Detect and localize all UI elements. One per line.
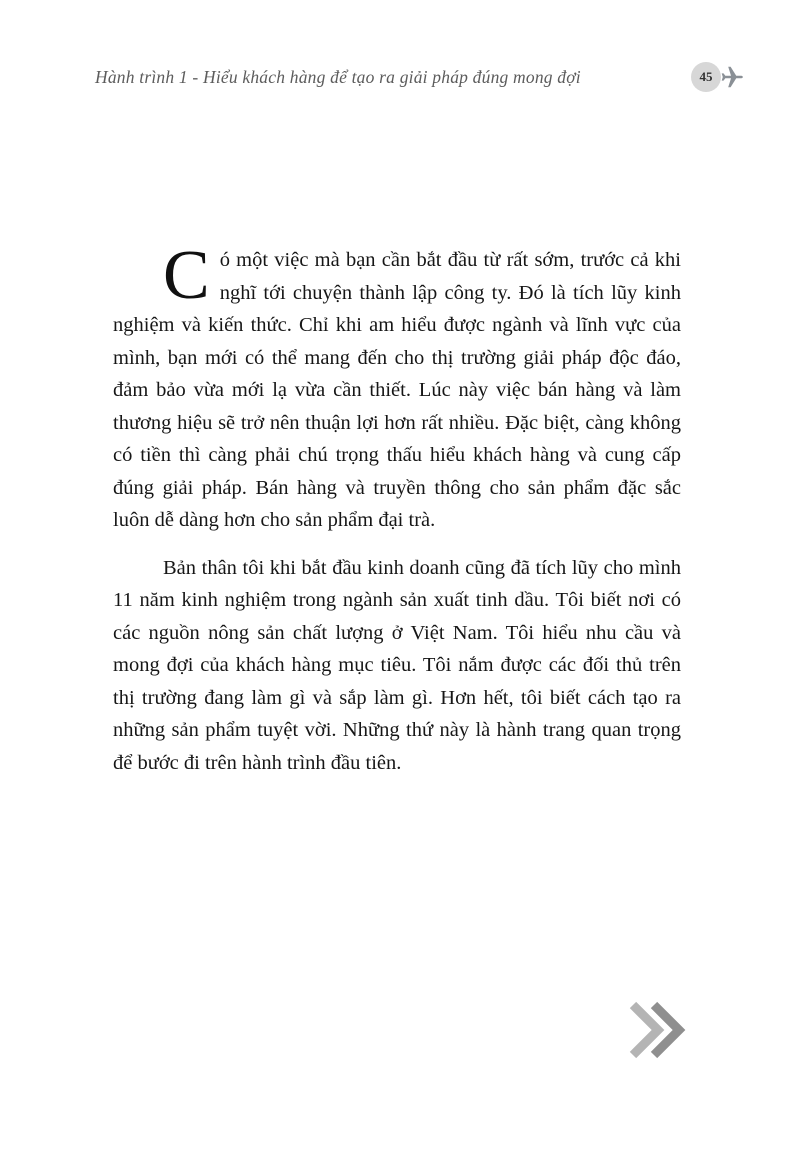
page-header <box>95 62 745 92</box>
page-body <box>113 237 681 794</box>
plane-icon <box>716 61 749 94</box>
chapter-title: Hành trình 1 - Hiểu khách hàng để tạo ra giải pháp đúng mong đợi <box>95 66 581 87</box>
paragraph-1 <box>113 237 681 537</box>
double-chevron-icon <box>625 1000 687 1060</box>
paragraph-1-text: ó một việc mà bạn cần bắt đầu từ rất sớm, trước cả khi nghĩ tới chuyện thành lập công ty. Đó là tích lũy kinh nghiệm và kiến thức. Chỉ khi am hiểu được ngành và lĩnh vực của mình, bạn mới có thể mang đến cho thị trường giải pháp độc đáo, đảm bảo vừa mới lạ vừa cần thiết. Lúc này việc bán hàng và làm thương hiệu sẽ trở nên thuận lợi hơn rất nhiều. Đặc biệt, càng không có tiền thì càng phải chú trọng thấu hiểu khách hàng và cung cấp đúng giải pháp. Bán hàng và truyền thông cho sản phẩm đặc sắc luôn dễ dàng hơn cho sản phẩm đại trà. <box>113 249 681 531</box>
dropcap-letter: C <box>163 237 210 314</box>
page-number-group <box>691 62 745 92</box>
paragraph-2: Bản thân tôi khi bắt đầu kinh doanh cũng đã tích lũy cho mình 11 năm kinh nghiệm trong ngành sản xuất tinh dầu. Tôi biết nơi có các nguồn nông sản chất lượng ở Việt Nam. Tôi hiểu nhu cầu và mong đợi của khách hàng mục tiêu. Tôi nắm được các đối thủ trên thị trường đang làm gì và sắp làm gì. Hơn hết, tôi biết cách tạo ra những sản phẩm tuyệt vời. Những thứ này là hành trang quan trọng để bước đi trên hành trình đầu tiên. <box>113 556 681 774</box>
page-number-badge: 45 <box>691 62 721 92</box>
